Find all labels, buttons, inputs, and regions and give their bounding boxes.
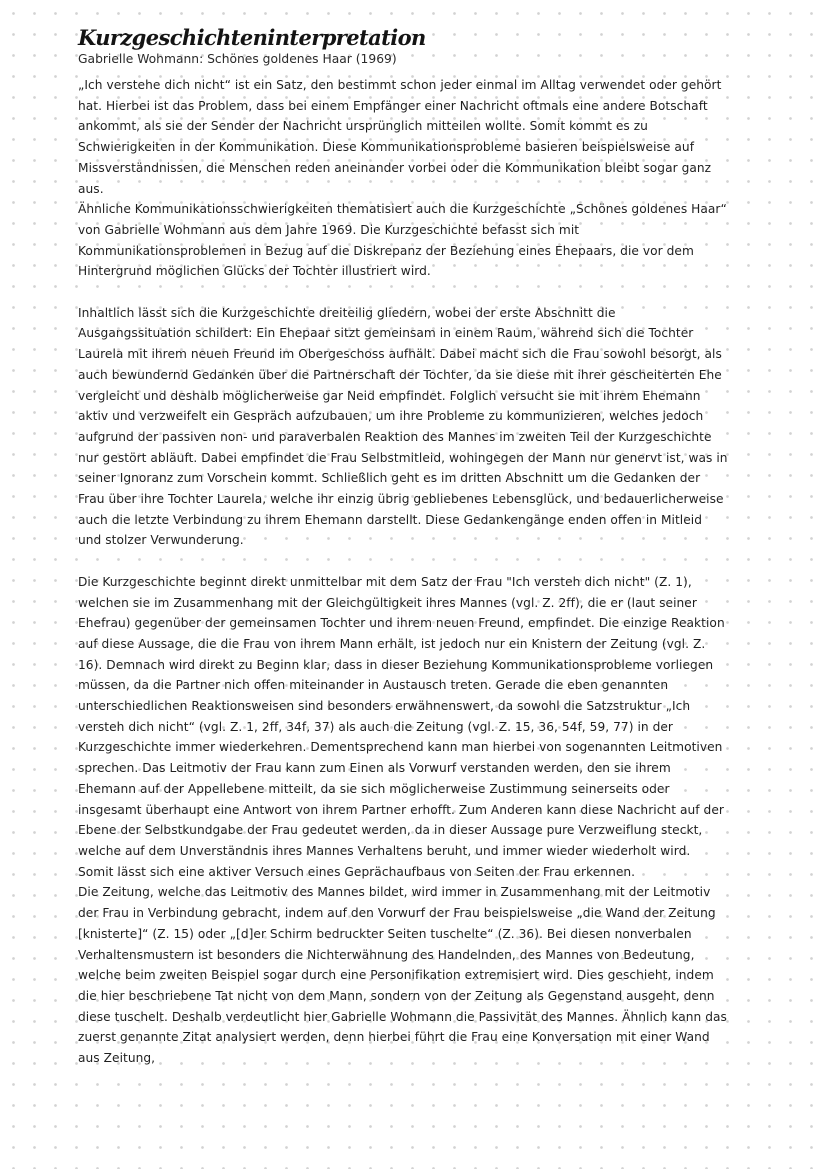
paragraph-analysis-leitmotiv: Die Kurzgeschichte beginnt direkt unmittelbar mit dem Satz der Frau "Ich versteh dich nicht" (Z. 1), welchen sie im Zusammenhang mit der Gleichgültigkeit ihres Mannes (vgl. Z. 2ff), die er (laut seiner Ehefrau) gegenüber der gemeinsamen Tochter und ihrem neuen Freund, empfindet. Die einzige Reaktion auf diese Aussage, die die Frau von ihrem Mann erhält, ist jedoch nur ein Knistern der Zeitung (vgl. Z. 16). Demnach wird direkt zu Beginn klar, dass in dieser Beziehung Kommunikationsprobleme vorliegen müssen, da die Partner nich offen miteinander in Austausch treten. Gerade die eben genannten unterschiedlichen Reaktionsweisen sind besonders erwähnenswert, da sowohl die Satzstruktur „Ich versteh dich nicht“ (vgl. Z. 1, 2ff, 34f, 37) als auch die Zeitung (vgl. Z. 15, 36, 54f, 59, 77) in der Kurzgeschichte immer wiederkehren. Dementsprechend kann man hierbei von sogenannten Leitmotiven sprechen. Das Leitmotiv der Frau kann zum Einen als Vorwurf verstanden werden, den sie ihrem Ehemann auf der Appellebene mitteilt, da sie sich möglicherweise Zustimmung seinerseits oder insgesamt überhaupt eine Antwort von ihrem Partner erhofft. Zum Anderen kann diese Nachricht auf der Ebene der Selbstkundgabe der Frau gedeutet werden, da in dieser Aussage pure Verzweiflung steckt, welche auf dem Unverständnis ihres Mannes Verhaltens beruht, und immer wieder wiederholt wird. Somit lässt sich eine aktiver Versuch eines Geprächaufbaus von Seiten der Frau erkennen. — [78, 574, 725, 879]
paragraph-introduction: „Ich verstehe dich nicht“ ist ein Satz, den bestimmt schon jeder einmal im Alltag verwendet oder gehört hat. Hierbei ist das Problem, dass bei einem Empfänger einer Nachricht oftmals eine andere Botschaft ankommt, als sie der Sender der Nachricht ursprünglich mitteilen wollte. Somit kommt es zu Schwierigkeiten in der Kommunikation. Diese Kommunikationsprobleme basieren beispielsweise auf Missverständnissen, die Menschen reden aneinander vorbei oder die Kommunikation bleibt sogar ganz aus. — [78, 78, 722, 196]
document-page — [78, 24, 728, 1069]
paragraph-content-summary: Inhaltlich lässt sich die Kurzgeschichte dreiteilig gliedern, wobei der erste Abschnitt die Ausgangssituation schildert: Ein Ehepaar sitzt gemeinsam in einem Raum, während sich die Tochter Laurela mit ihrem neuen Freund im Obergeschoss aufhält. Dabei macht sich die Frau sowohl besorgt, als auch bewundernd Gedanken über die Partnerschaft der Tochter, da sie diese mit ihrer gescheiterten Ehe vergleicht und deshalb möglicherweise gar Neid empfindet. Folglich versucht sie mit ihrem Ehemann aktiv und verzweifelt ein Gespräch aufzubauen, um ihre Probleme zu kommunizieren, welches jedoch aufgrund der passiven non- und paraverbalen Reaktion des Mannes im zweiten Teil der Kurzgeschichte nur gestört abläuft. Dabei empfindet die Frau Selbstmitleid, wohingegen der Mann nur genervt ist, was in seiner Ignoranz zum Vorschein kommt. Schließlich geht es im dritten Abschnitt um die Gedanken der Frau über ihre Tochter Laurela, welche ihr einzig übrig gebliebenes Lebensglück, und bedauerlicherweise auch die letzte Verbindung zu ihrem Ehemann darstellt. Diese Gedankengänge enden offen in Mitleid und stolzer Verwunderung. — [78, 305, 728, 548]
document-subtitle: Gabrielle Wohmann: Schönes goldenes Haar (1969) — [78, 52, 397, 66]
paragraph-analysis-newspaper: Die Zeitung, welche das Leitmotiv des Mannes bildet, wird immer in Zusammenhang mit der Leitmotiv der Frau in Verbindung gebracht, indem auf den Vorwurf der Frau beispielsweise „die Wand der Zeitung [knisterte]“ (Z. 15) oder „[d]er Schirm bedruckter Seiten tuschelte“ (Z. 36). Bei diesen nonverbalen Verhaltensmustern ist besonders die Nichterwähnung des Handelnden, des Mannes von Bedeutung, welche beim zweiten Beispiel sogar durch eine Personifikation extremisiert wird. Dies geschieht, indem die hier beschriebene Tat nicht von dem Mann, sondern von der Zeitung als Gegenstand ausgeht, denn diese tuschelt. Deshalb verdeutlicht hier Gabrielle Wohmann die Passivität des Mannes. Ähnlich kann das zuerst genannte Zitat analysiert werden, denn hierbei führt die Frau eine Konversation mit einer Wand aus Zeitung, — [78, 885, 727, 1066]
document-title: Kurzgeschichteninterpretation — [78, 25, 426, 50]
document-body — [78, 75, 728, 1069]
paragraph-thesis: Ähnliche Kommunikationsschwierigkeiten thematisiert auch die Kurzgeschichte „Schönes goldenes Haar“ von Gabrielle Wohmann aus dem Jahre 1969. Die Kurzgeschichte befasst sich mit Kommunikationsproblemen in Bezug auf die Diskrepanz der Beziehung eines Ehepaars, die vor dem Hintergrund möglichen Glücks der Tochter illustriert wird. — [78, 202, 727, 279]
